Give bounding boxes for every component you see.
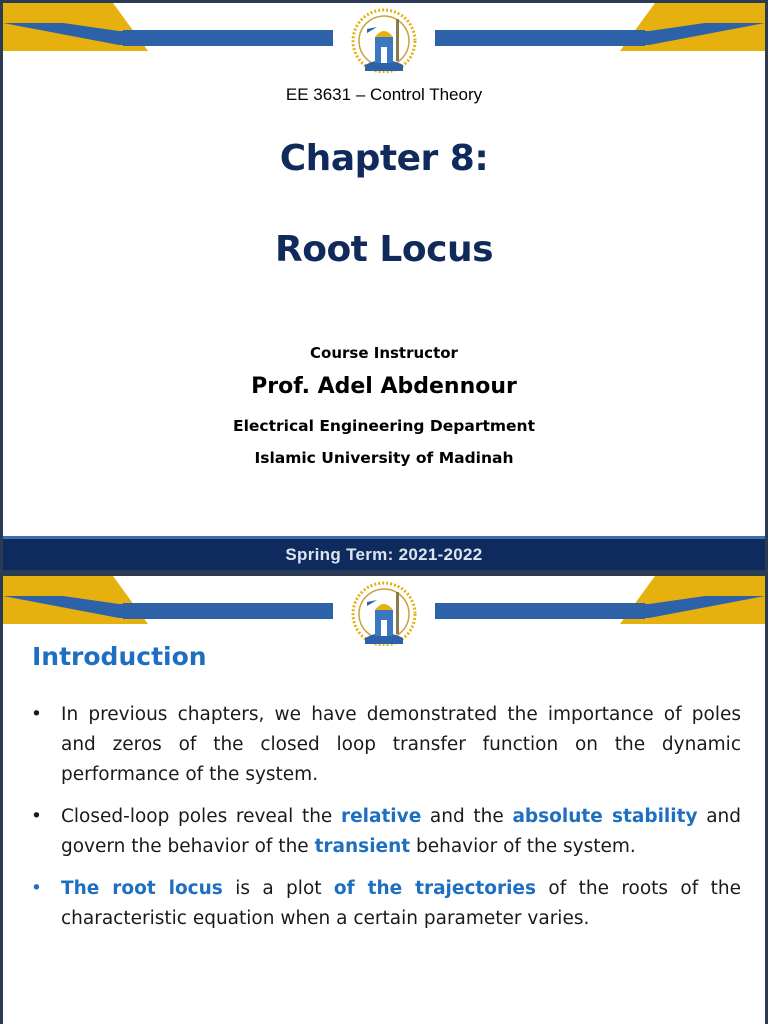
bullet-text: of the roots of the characteristic equation when a certain parameter varies. xyxy=(61,878,742,929)
course-code: EE 3631 – Control Theory xyxy=(285,85,483,104)
highlight-root-locus: The root locus xyxy=(61,878,223,899)
university-logo-icon xyxy=(353,583,415,645)
highlight-absolute-stability: absolute stability xyxy=(512,806,698,827)
term-footer: Spring Term: 2021-2022 xyxy=(3,536,765,570)
highlight-transient: transient xyxy=(314,836,411,857)
university-name: Islamic University of Madinah xyxy=(254,449,514,467)
list-item xyxy=(31,700,741,790)
list-item xyxy=(31,874,741,934)
chapter-title: Root Locus xyxy=(275,229,493,270)
list-item xyxy=(31,802,741,862)
instructor-label: Course Instructor xyxy=(310,344,458,362)
university-logo-icon xyxy=(353,10,415,72)
chapter-number: Chapter 8: xyxy=(279,138,489,179)
highlight-relative: relative xyxy=(340,806,422,827)
bullet-text: behavior of the system. xyxy=(410,836,636,857)
header-banner xyxy=(3,576,765,646)
bullet-icon: • xyxy=(31,704,42,725)
bullet-icon: • xyxy=(31,806,42,827)
section-heading: Introduction xyxy=(32,642,207,671)
bullet-text: and the xyxy=(421,806,513,827)
title-slide xyxy=(3,3,765,570)
bullet-text: In previous chapters, we have demonstrated the importance of poles and zeros of the closed loop transfer function on the dynamic performance of the system. xyxy=(61,704,741,785)
introduction-slide xyxy=(3,576,765,1024)
bullet-icon: • xyxy=(31,878,42,899)
bullet-text: Closed-loop poles reveal the xyxy=(61,806,341,827)
bullet-list xyxy=(31,700,741,946)
bullet-text: and govern the behavior of the xyxy=(61,806,742,857)
instructor-name: Prof. Adel Abdennour xyxy=(251,374,517,399)
bullet-text: is a plot xyxy=(222,878,334,899)
header-banner xyxy=(3,3,765,73)
highlight-trajectories: of the trajectories xyxy=(333,878,536,899)
department-name: Electrical Engineering Department xyxy=(233,417,535,435)
